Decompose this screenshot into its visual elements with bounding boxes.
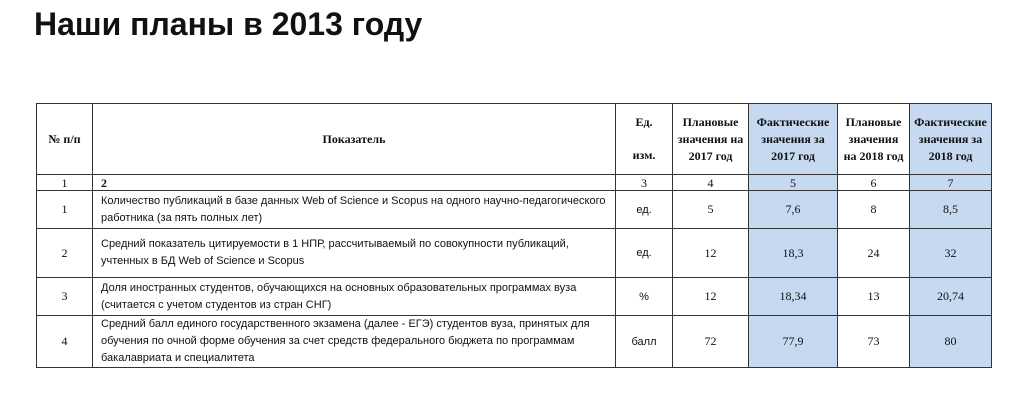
row-fact-2018: 32 (910, 229, 992, 278)
row-indicator: Количество публикаций в базе данных Web of Science и Scopus на одного научно-педагогического работника (за пять полных лет) (93, 191, 616, 229)
row-fact-2017: 7,6 (749, 191, 838, 229)
column-number-row (37, 175, 992, 191)
header-unit (616, 104, 673, 175)
row-unit: балл (616, 316, 673, 368)
table-row (37, 278, 992, 316)
plans-table (36, 103, 992, 368)
row-plan-2017: 5 (673, 191, 749, 229)
row-fact-2018: 20,74 (910, 278, 992, 316)
header-plan-2018: Плановые значения на 2018 год (838, 104, 910, 175)
header-fact-2017: Фактические значения за 2017 год (749, 104, 838, 175)
header-indicator: Показатель (93, 104, 616, 175)
header-plan-2017: Плановые значения на 2017 год (673, 104, 749, 175)
col-number: 7 (910, 175, 992, 191)
row-num: 3 (37, 278, 93, 316)
row-plan-2017: 72 (673, 316, 749, 368)
row-plan-2018: 24 (838, 229, 910, 278)
row-fact-2017: 77,9 (749, 316, 838, 368)
row-plan-2018: 8 (838, 191, 910, 229)
table-row (37, 229, 992, 278)
table-row (37, 316, 992, 368)
header-unit-line1: Ед. (635, 115, 653, 129)
row-fact-2017: 18,3 (749, 229, 838, 278)
row-fact-2018: 8,5 (910, 191, 992, 229)
row-num: 4 (37, 316, 93, 368)
col-number: 5 (749, 175, 838, 191)
row-indicator: Средний показатель цитируемости в 1 НПР, рассчитываемый по совокупности публикаций, учтенных в БД Web of Science и Scopus (93, 229, 616, 278)
row-unit: ед. (616, 191, 673, 229)
col-number: 4 (673, 175, 749, 191)
row-fact-2018: 80 (910, 316, 992, 368)
col-number: 2 (93, 175, 616, 191)
row-plan-2018: 13 (838, 278, 910, 316)
row-indicator: Средний балл единого государственного экзамена (далее - ЕГЭ) студентов вуза, принятых для обучения по очной форме обучения за счет средств федерального бюджета по программам бакалавриата и специалитета (93, 316, 616, 368)
header-fact-2018: Фактические значения за 2018 год (910, 104, 992, 175)
row-unit: ед. (616, 229, 673, 278)
row-num: 1 (37, 191, 93, 229)
row-plan-2018: 73 (838, 316, 910, 368)
col-number: 1 (37, 175, 93, 191)
row-plan-2017: 12 (673, 229, 749, 278)
table-row (37, 191, 992, 229)
slide-title: Наши планы в 2013 году (34, 6, 423, 42)
table-header-row (37, 104, 992, 175)
row-unit: % (616, 278, 673, 316)
row-indicator: Доля иностранных студентов, обучающихся на основных образовательных программах вуза (считается с учетом студентов из стран СНГ) (93, 278, 616, 316)
col-number: 6 (838, 175, 910, 191)
header-unit-line2: изм. (632, 148, 656, 162)
col-number: 3 (616, 175, 673, 191)
row-fact-2017: 18,34 (749, 278, 838, 316)
row-plan-2017: 12 (673, 278, 749, 316)
header-num: № п/п (37, 104, 93, 175)
row-num: 2 (37, 229, 93, 278)
